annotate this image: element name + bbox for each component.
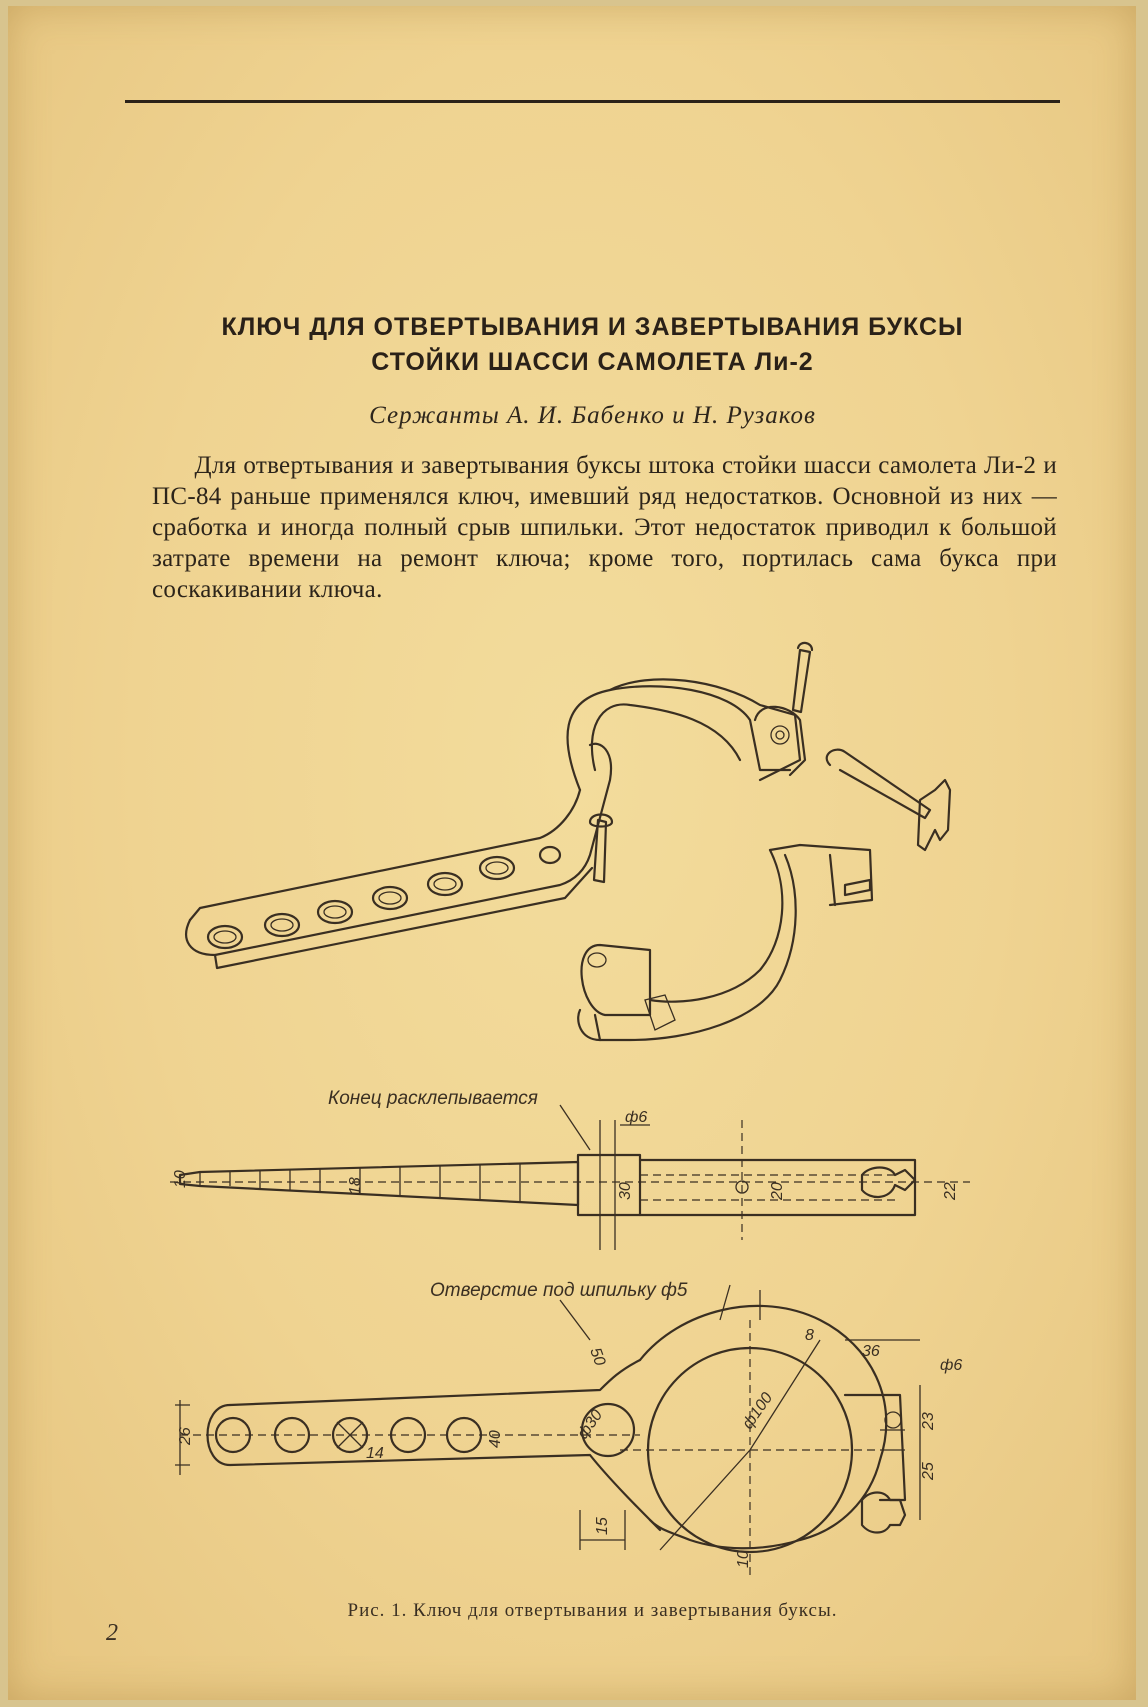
title-line-2: СТОЙКИ ШАССИ САМОЛЕТА Ли-2: [371, 348, 814, 376]
article-authors: Сержанты А. И. Бабенко и Н. Рузаков: [369, 402, 816, 429]
handle-holes: [208, 847, 560, 948]
dim-22: 22: [942, 1182, 959, 1200]
dim-36: 36: [862, 1343, 880, 1360]
dim-10: 10: [172, 1170, 189, 1188]
dim-50: 50: [586, 1345, 609, 1369]
plan-handle-holes: [216, 1404, 634, 1456]
page-number: 2: [106, 1620, 118, 1646]
dim-40: 40: [487, 1430, 504, 1448]
dim-23: 23: [920, 1412, 937, 1430]
dim-25: 25: [920, 1462, 937, 1480]
dim-phi100: ф100: [739, 1389, 777, 1433]
title-line-1: КЛЮЧ ДЛЯ ОТВЕРТЫВАНИЯ И ЗАВЕРТЫВАНИЯ БУКСЫ: [221, 313, 964, 341]
dim-8: 8: [805, 1327, 814, 1344]
wrench-perspective: [186, 643, 950, 1040]
dim-phi30: ф30: [574, 1407, 607, 1443]
wrench-plan-view: [175, 1285, 962, 1575]
dim-phi6-plan: ф6: [940, 1357, 963, 1374]
dim-30: 30: [617, 1182, 634, 1200]
article-body: Для отвертывания и завертывания буксы штока стойки шасси самолета Ли-2 и ПС-84 раньше применялся ключ, имевший ряд недостатков. Основной из них — сработка и иногда полный срыв шпильки. Этот недостаток приводил к большой затрате времени на ремонт ключа; кроме того, портилась сама букса при соскакивании ключа.: [152, 452, 1057, 603]
side-view-note: Конец расклепывается: [328, 1088, 538, 1109]
dim-26: 26: [177, 1427, 194, 1445]
wrench-side-view: [170, 1105, 970, 1250]
dim-15: 15: [594, 1517, 611, 1535]
dim-20: 20: [769, 1182, 786, 1200]
plan-view-note: Отверстие под шпильку ф5: [430, 1280, 688, 1301]
dim-10b: 10: [735, 1550, 752, 1568]
dim-phi6-top: ф6: [625, 1109, 648, 1126]
dim-18: 18: [347, 1177, 364, 1195]
dim-14: 14: [366, 1445, 384, 1462]
figure-caption: Рис. 1. Ключ для отвертывания и завертывания буксы.: [347, 1600, 838, 1621]
